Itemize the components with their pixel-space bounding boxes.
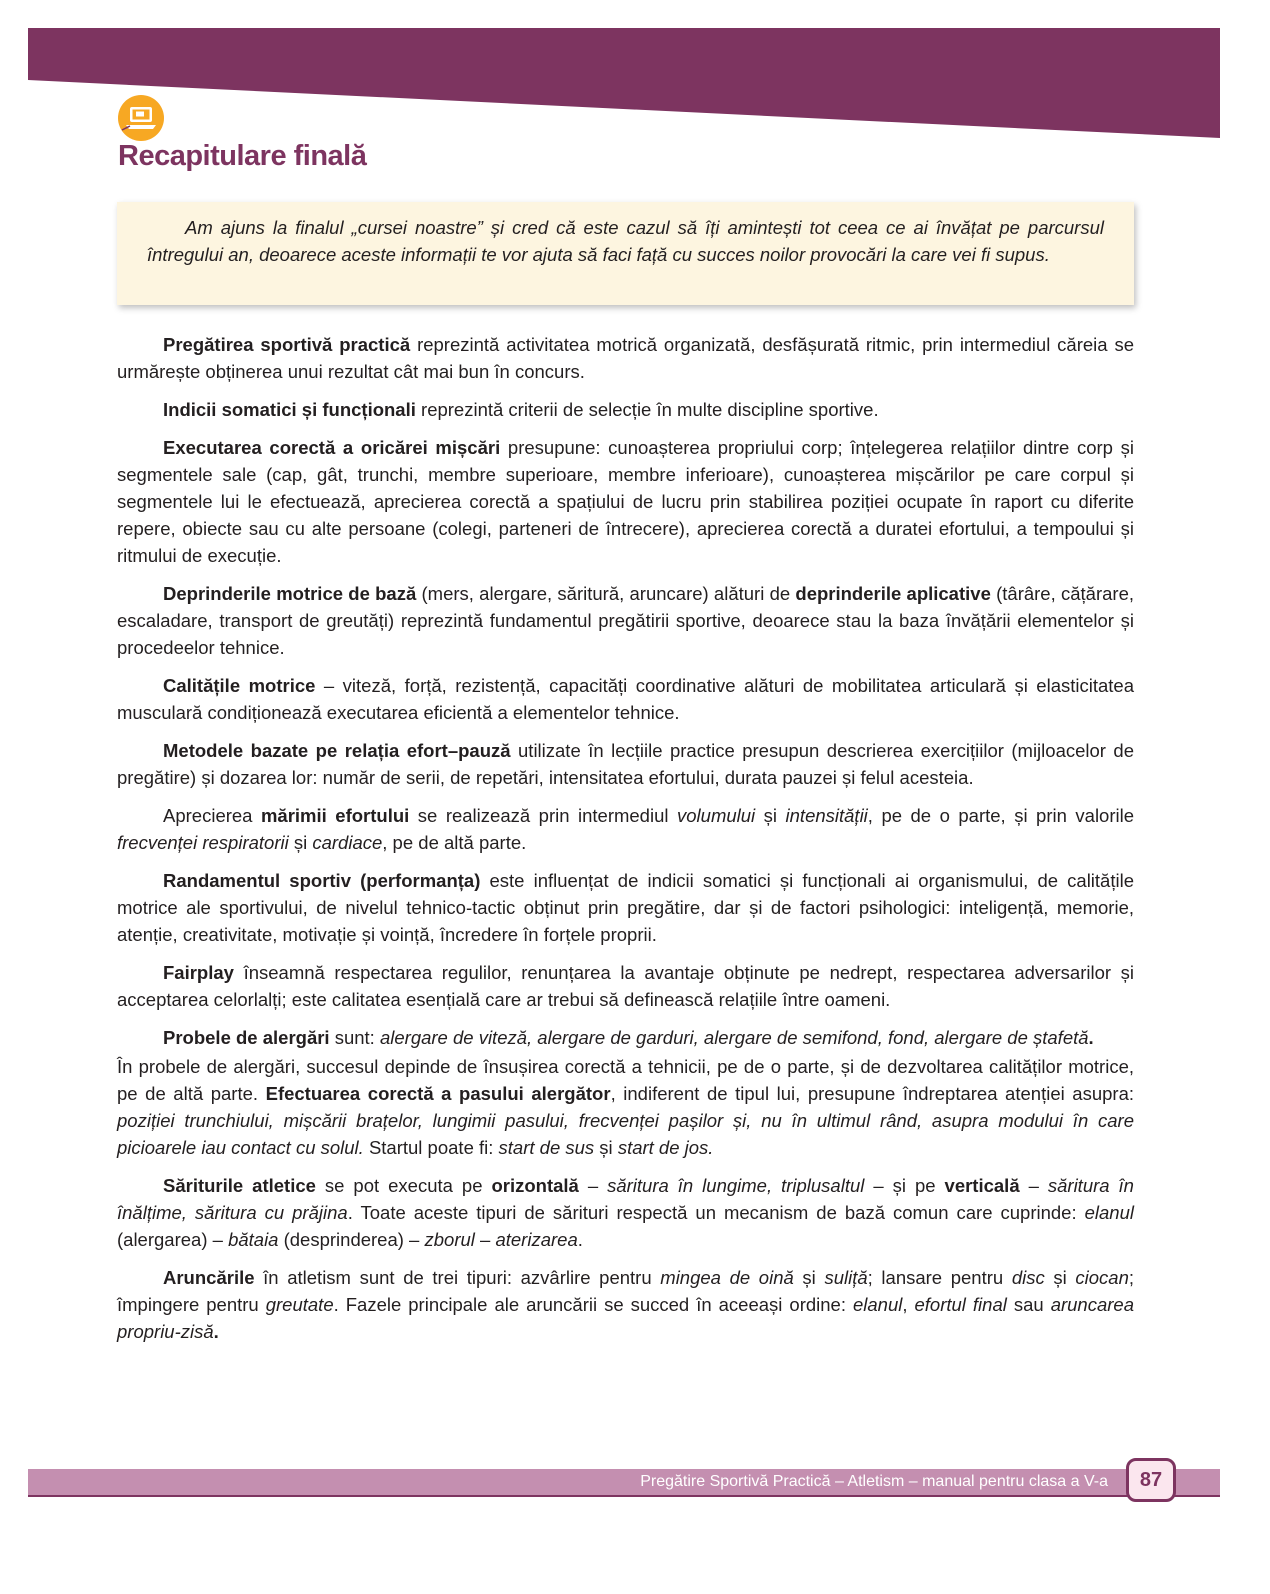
text-run: ; împingere pentru — [117, 1267, 1134, 1315]
text-run: și — [1044, 1267, 1076, 1288]
intro-box — [117, 202, 1134, 305]
footer-divider — [28, 1495, 1220, 1497]
italic-text: bătaia — [228, 1229, 279, 1250]
bold-term: orizontală — [491, 1175, 579, 1196]
text-run: sau — [1006, 1294, 1051, 1315]
text-run: . Toate aceste tipuri de sărituri respectă un mecanism de bază comun care cuprinde: — [347, 1202, 1085, 1223]
text-run: și — [793, 1267, 825, 1288]
body-paragraph — [117, 434, 1134, 569]
bold-term: Calitățile motrice — [163, 675, 316, 696]
italic-text: efortul final — [914, 1294, 1007, 1315]
italic-text: elanul — [852, 1294, 903, 1315]
italic-text: poziției trunchiului, mișcării brațelor, lungimii pasului, frecvenței pașilor și, nu în ultimul rând, asupra modului în care picioarele iau contact cu solul. — [117, 1110, 1134, 1158]
body-paragraph — [117, 1172, 1134, 1253]
text-run: . Fazele principale ale aruncării se succed în aceeași ordine: — [333, 1294, 853, 1315]
body-paragraph — [117, 672, 1134, 726]
body-paragraph — [117, 867, 1134, 948]
text-run: și — [594, 1137, 618, 1158]
header-band — [28, 28, 1248, 138]
page-number: 87 — [1126, 1458, 1176, 1502]
bold-term: Probele de alergări — [163, 1027, 330, 1048]
italic-text: greutate — [265, 1294, 334, 1315]
italic-text: zborul — [424, 1229, 475, 1250]
italic-text: mingea de oină — [660, 1267, 794, 1288]
body-paragraph — [117, 331, 1134, 385]
text-run: și — [288, 832, 313, 853]
italic-text: intensității — [785, 805, 868, 826]
bold-term: Pregătirea sportivă practică — [163, 334, 411, 355]
bold-term: Aruncările — [163, 1267, 255, 1288]
text-run: reprezintă criterii de selecție în multe discipline sportive. — [415, 399, 879, 420]
page-title: Recapitulare finală — [118, 140, 367, 172]
text-run: sunt: — [329, 1027, 380, 1048]
italic-text: săritura în lungime, triplusaltul — [607, 1175, 865, 1196]
text-run: – viteză, forță, rezistență, capacități coordinative alături de mobilitatea articulară și elasticitatea musculară condiționează executarea eficientă a elementelor tehnice. — [117, 675, 1134, 723]
text-run: , indiferent de tipul lui, presupune îndreptarea atenției asupra: — [610, 1083, 1134, 1104]
bold-term: mărimii efortului — [260, 805, 410, 826]
italic-text: start de jos. — [617, 1137, 714, 1158]
text-run: Startul poate fi: — [363, 1137, 499, 1158]
intro-text: Am ajuns la finalul „cursei noastre” și cred că este cazul să îți amintești tot ceea ce ai învățat pe parcursul întregului an, deoarece aceste informații te vor ajuta să faci față cu succes noilor provocări la care vei fi supus. — [147, 217, 1104, 265]
italic-text: săritura în înălțime, săritura cu prăjina — [117, 1175, 1134, 1223]
bold-term: Deprinderile motrice de bază — [163, 583, 417, 604]
body-paragraph — [117, 1053, 1134, 1161]
text-run: , pe de altă parte. — [382, 832, 527, 853]
text-run: În probele de alergări, succesul depinde de însușirea corectă a tehnicii, pe de o parte, și de dezvoltarea calităților motrice, pe de altă parte. — [117, 1056, 1134, 1104]
text-run: (desprinderea) – — [278, 1229, 425, 1250]
content-body — [117, 331, 1134, 1356]
italic-text: frecvenței respiratorii — [117, 832, 289, 853]
text-run: (târâre, cățărare, escaladare, transport de greutăți) reprezintă fundamentul pregătirii sportive, deoarece stau la baza învățării elementelor și procedeelor tehnice. — [117, 583, 1134, 658]
text-run: se realizează prin intermediul — [409, 805, 677, 826]
body-paragraph — [117, 580, 1134, 661]
bold-term: . — [213, 1321, 219, 1342]
italic-text: aterizarea — [495, 1229, 578, 1250]
italic-text: suliță — [824, 1267, 868, 1288]
text-run: Aprecierea — [163, 805, 261, 826]
text-run: (mers, alergare, săritură, aruncare) alături de — [416, 583, 796, 604]
italic-text: volumului — [677, 805, 756, 826]
bold-term: Fairplay — [163, 962, 234, 983]
italic-text: disc — [1011, 1267, 1045, 1288]
text-run: (alergarea) – — [117, 1229, 229, 1250]
text-run: în atletism sunt de trei tipuri: azvârlire pentru — [254, 1267, 661, 1288]
bold-term: Randamentul sportiv (performanța) — [163, 870, 481, 891]
text-run: , pe de o parte, și prin valorile — [867, 805, 1135, 826]
text-run: înseamnă respectarea regulilor, renunțarea la avantaje obținute pe nedrept, respectarea adversarilor și acceptarea celorlalți; este calitatea esențială care ar trebui să definească relațiile între oameni. — [117, 962, 1134, 1010]
italic-text: start de sus — [498, 1137, 595, 1158]
text-run: și — [755, 805, 786, 826]
footer-text: Pregătire Sportivă Practică – Atletism – manual pentru clasa a V-a — [640, 1473, 1108, 1490]
text-run: se pot executa pe — [315, 1175, 492, 1196]
text-run: reprezintă activitatea motrică organizată, desfășurată ritmic, prin intermediul căreia se urmărește obținerea unui rezultat cât mai bun în concurs. — [117, 334, 1134, 382]
text-run: . — [577, 1229, 583, 1250]
body-paragraph — [117, 959, 1134, 1013]
bold-term: Metodele bazate pe relația efort–pauză — [163, 740, 511, 761]
italic-text: alergare de viteză, alergare de garduri, alergare de semifond, fond, alergare de ștafetă — [379, 1027, 1089, 1048]
body-paragraph — [117, 396, 1134, 423]
italic-text: cardiace — [312, 832, 383, 853]
text-run: ; lansare pentru — [867, 1267, 1012, 1288]
text-run: – — [1019, 1175, 1048, 1196]
bold-term: deprinderile aplicative — [795, 583, 991, 604]
bold-term: verticală — [944, 1175, 1020, 1196]
laptop-icon — [118, 95, 164, 141]
body-paragraph — [117, 802, 1134, 856]
text-run: – — [578, 1175, 608, 1196]
text-run: utilizate în lecțiile practice presupun descrierea exercițiilor (mijloacelor de pregătire) și dozarea lor: număr de serii, de repetări, intensitatea efortului, durata pauzei și felul acesteia. — [117, 740, 1134, 788]
bold-term: Executarea corectă a oricărei mișcări — [163, 437, 501, 458]
bold-term: Săriturile atletice — [163, 1175, 316, 1196]
body-paragraph — [117, 1024, 1134, 1051]
text-run: – și pe — [864, 1175, 945, 1196]
body-paragraph — [117, 737, 1134, 791]
bold-term: Efectuarea corectă a pasului alergător — [265, 1083, 611, 1104]
bold-term: . — [1088, 1027, 1094, 1048]
italic-text: ciocan — [1075, 1267, 1129, 1288]
body-paragraph — [117, 1264, 1134, 1345]
bold-term: Indicii somatici și funcționali — [163, 399, 416, 420]
text-run: , — [902, 1294, 915, 1315]
text-run: – — [474, 1229, 496, 1250]
italic-text: aruncarea propriu-zisă — [117, 1294, 1134, 1342]
text-run: presupune: cunoașterea propriului corp; înțelegerea relațiilor dintre corp și segmentele sale (cap, gât, trunchi, membre superioare, membre inferioare), cunoașterea mișcărilor pe care corpul și segmentele lui le efectuează, aprecierea corectă a spațiului de lucru prin stabilirea poziției ocupate în raport cu diferite repere, obiecte sau cu alte persoane (colegi, parteneri de întrecere), aprecierea corectă a duratei efortului, a tempoului și ritmului de execuție. — [117, 437, 1134, 566]
italic-text: elanul — [1084, 1202, 1134, 1223]
text-run: este influențat de indicii somatici și funcționali ai organismului, de calitățile motrice ale sportivului, de nivelul tehnico-tactic obținut prin pregătire, dar și de factori psihologici: inteligență, memorie, atenție, creativitate, motivație și voință, încredere în forțele proprii. — [117, 870, 1134, 945]
